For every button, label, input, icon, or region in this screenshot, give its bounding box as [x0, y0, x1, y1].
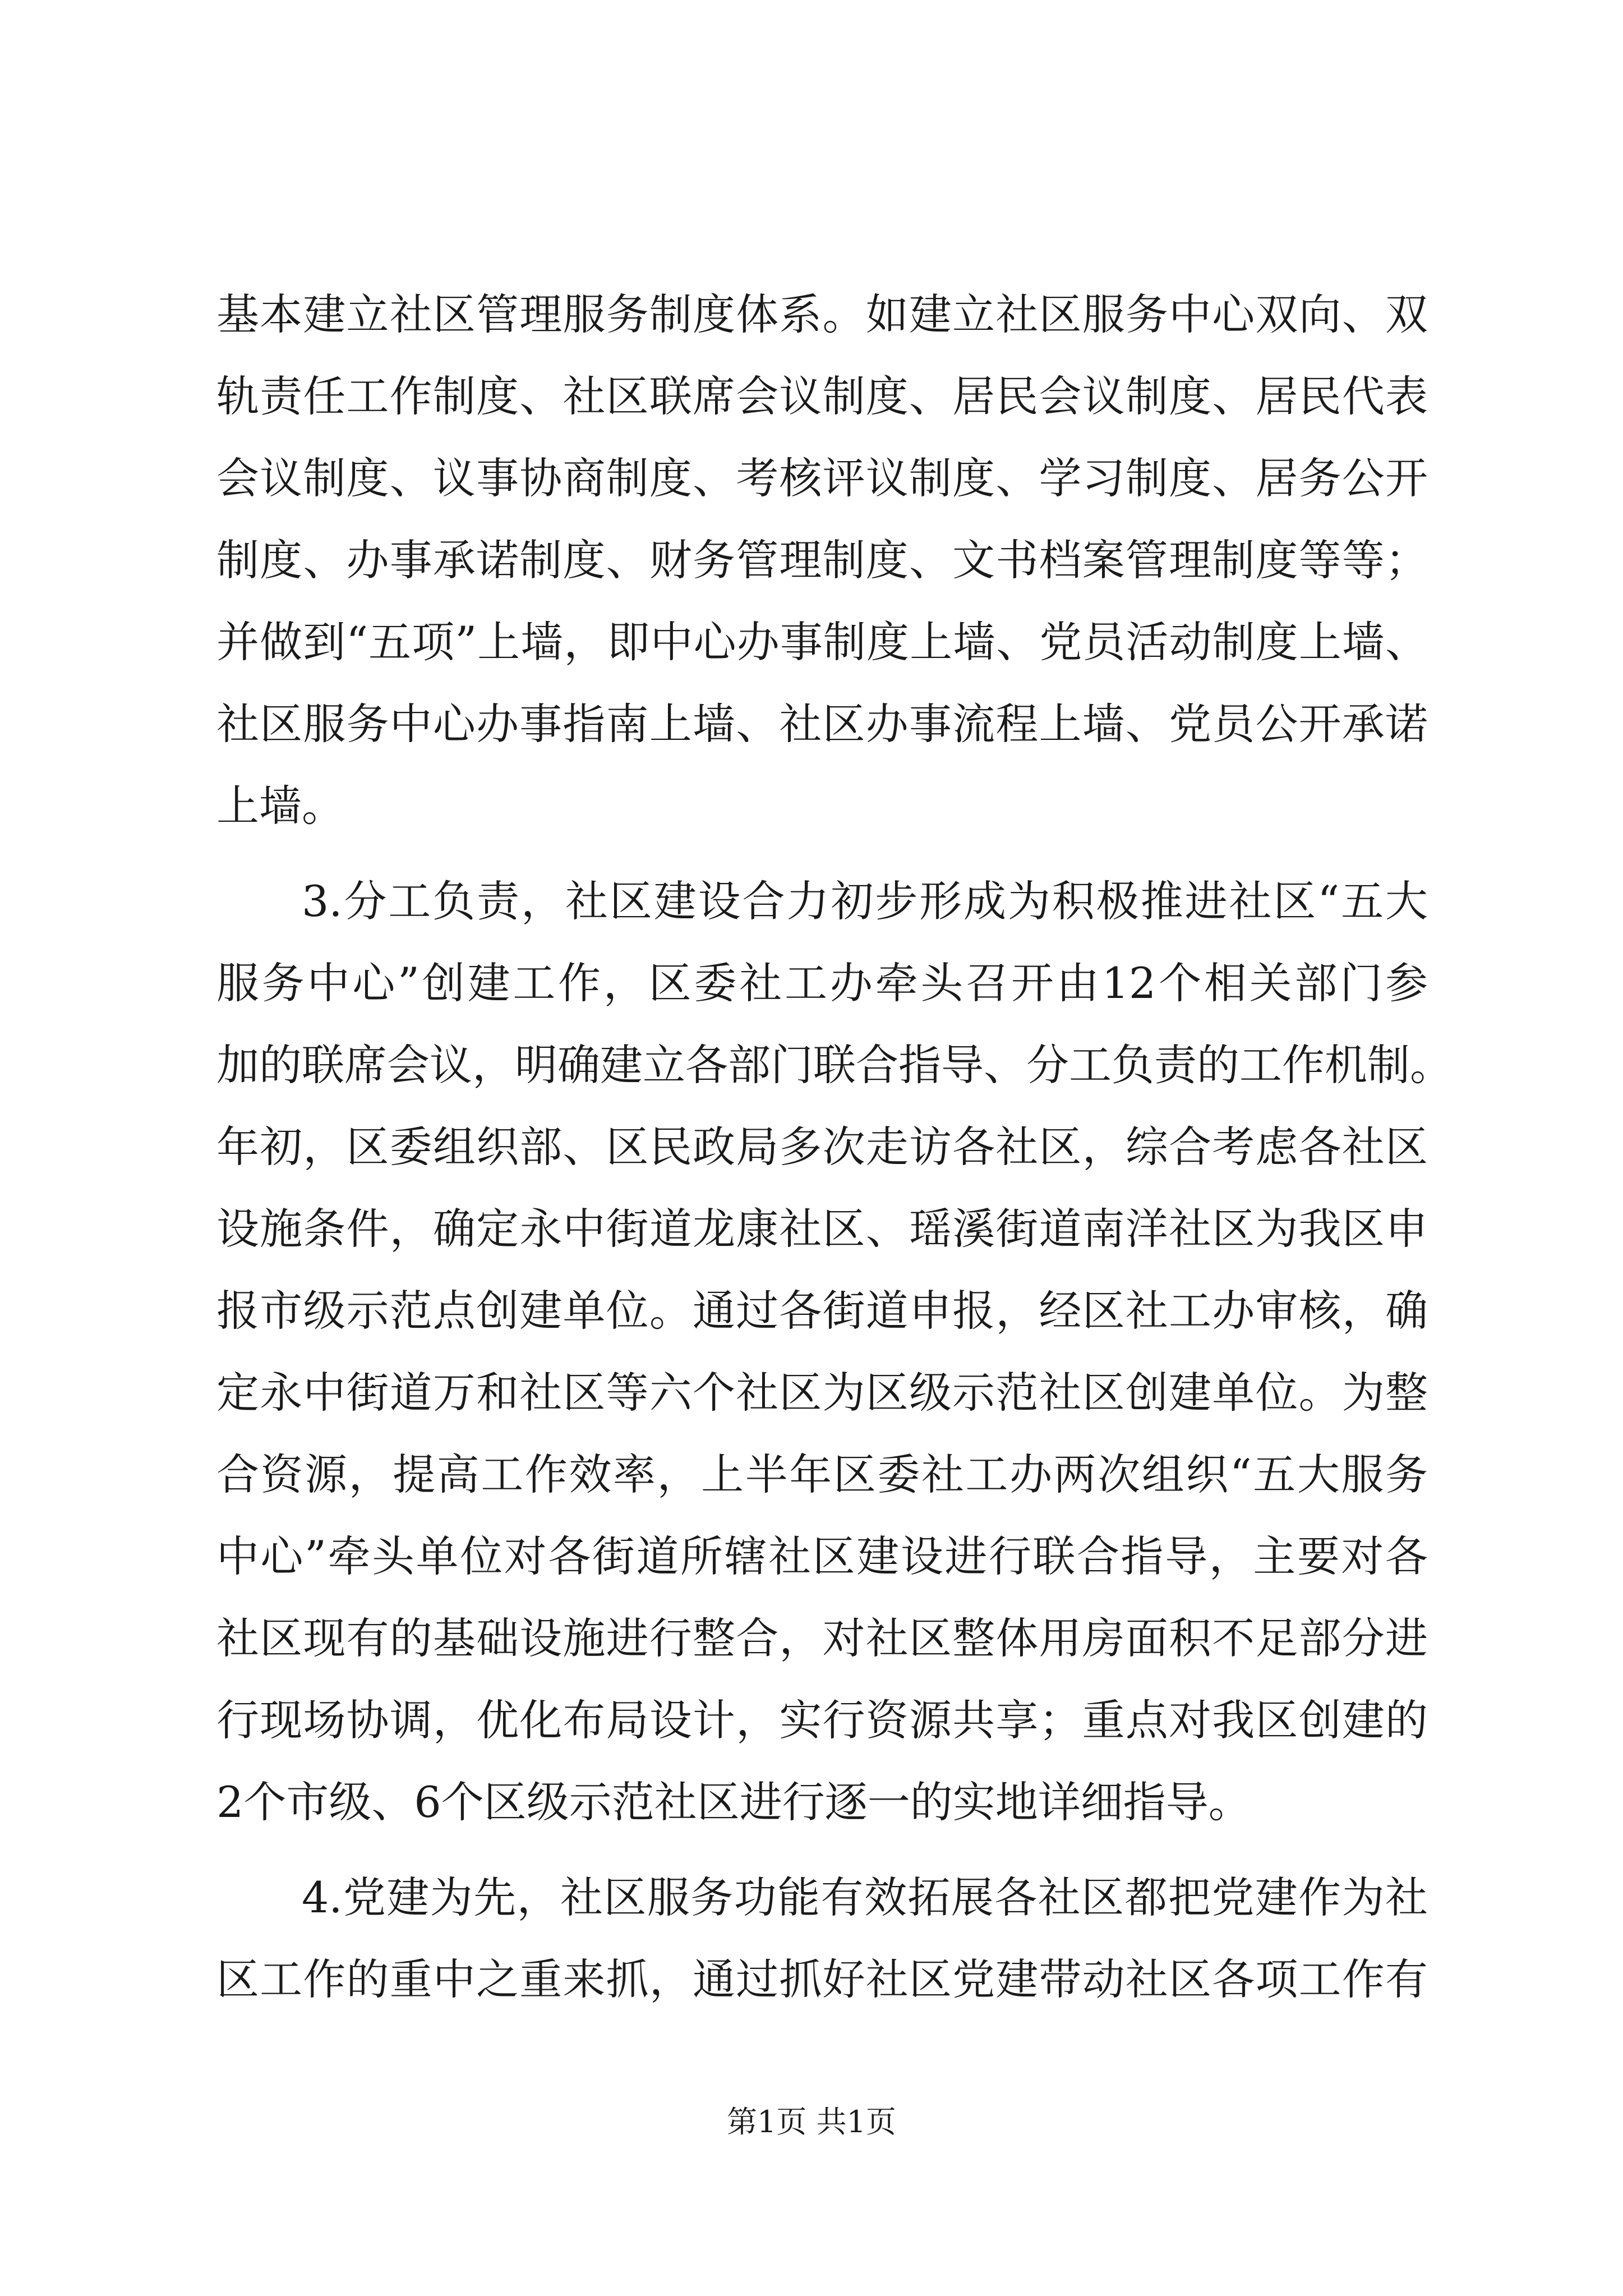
paragraph-1: [216, 274, 1428, 847]
text-line: 会议制度、议事协商制度、考核评议制度、学习制度、居务公开: [216, 453, 1428, 503]
text-line: 4.党建为先，社区服务功能有效拓展各社区都把党建作为社: [302, 1872, 1428, 1922]
text-line: 社区服务中心办事指南上墙、社区办事流程上墙、党员公开承诺: [216, 699, 1428, 749]
text-line: 轨责任工作制度、社区联席会议制度、居民会议制度、居民代表: [216, 371, 1428, 421]
text-line: 设施条件，确定永中街道龙康社区、瑶溪街道南洋社区为我区申: [216, 1204, 1428, 1254]
text-line: 服务中心”创建工作，区委社工办牵头召开由12个相关部门参: [216, 958, 1428, 1008]
paragraph-2: [216, 861, 1453, 1843]
paragraph-3: [216, 1857, 1428, 2021]
page-footer: 第1页 共1页: [727, 2104, 896, 2139]
text-line: 合资源，提高工作效率，上半年区委社工办两次组织“五大服务: [216, 1450, 1428, 1499]
text-line: 年初，区委组织部、区民政局多次走访各社区，综合考虑各社区: [216, 1122, 1428, 1172]
paragraph-spacer: [216, 1843, 1428, 1857]
text-line: 行现场协调，优化布局设计，实行资源共享；重点对我区创建的: [216, 1695, 1428, 1745]
paragraph-spacer: [216, 847, 1428, 861]
document-body: [216, 274, 1453, 2021]
text-line: 2个市级、6个区级示范社区进行逐一的实地详细指导。: [216, 1777, 1251, 1827]
text-line: 上墙。: [216, 781, 344, 831]
text-line: 中心”牵头单位对各街道所辖社区建设进行联合指导，主要对各: [216, 1531, 1428, 1581]
text-line: 定永中街道万和社区等六个社区为区级示范社区创建单位。为整: [216, 1368, 1428, 1418]
text-line: 区工作的重中之重来抓，通过抓好社区党建带动社区各项工作有: [216, 1954, 1428, 2004]
text-line: 并做到“五项”上墙，即中心办事制度上墙、党员活动制度上墙、: [216, 617, 1428, 667]
text-line: 基本建立社区管理服务制度体系。如建立社区服务中心双向、双: [216, 289, 1428, 339]
text-line: 报市级示范点创建单位。通过各街道申报，经区社工办审核，确: [216, 1286, 1428, 1336]
text-line: 制度、办事承诺制度、财务管理制度、文书档案管理制度等等；: [216, 535, 1428, 585]
text-line: 3.分工负责，社区建设合力初步形成为积极推进社区“五大: [302, 876, 1428, 926]
text-line: 社区现有的基础设施进行整合，对社区整体用房面积不足部分进: [216, 1613, 1428, 1663]
text-line: 加的联席会议，明确建立各部门联合指导、分工负责的工作机制。: [216, 1040, 1453, 1090]
